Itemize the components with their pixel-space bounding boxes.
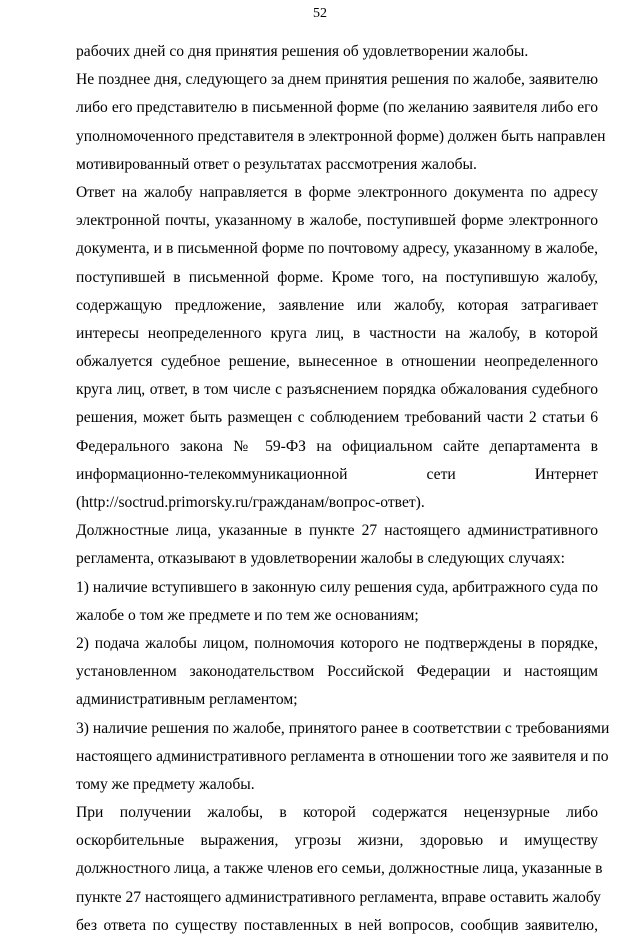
text-line: При получении жалобы, в которой содержатся нецензурные либо [76,804,598,822]
text-line: оскорбительные выражения, угрозы жизни, здоровью и имуществу [76,832,598,850]
text-line: решения, может быть размещен с соблюдением требований части 2 статьи 6 [76,409,598,427]
text-line: регламента, отказывают в удовлетворении жалобы в следующих случаях: [76,550,566,568]
text-line: Должностные лица, указанные в пункте 27 настоящего административного [76,522,598,540]
text-line: Ответ на жалобу направляется в форме электронного документа по адресу [76,183,598,201]
text-line: электронной почты, указанному в жалобе, поступившей форме электронного [76,212,598,230]
document-body [76,38,610,940]
text-line: поступившей в письменной форме. Кроме того, на поступившую жалобу, [76,268,598,286]
text-line: документа, и в письменной форме по почтовому адресу, указанному в жалобе, [76,240,598,258]
text-line: тому же предмету жалобы. [76,775,255,793]
text-line: мотивированный ответ о результатах рассмотрения жалобы. [76,155,477,173]
text-line: (http://soctrud.primorsky.ru/гражданам/вопрос-ответ). [76,494,425,511]
text-line: интересы неопределенного круга лиц, в частности на жалобу, в которой [76,324,598,342]
text-line: либо его представителю в письменной форме (по желанию заявителя либо его [76,99,598,117]
text-line: Федерального закона № 59-ФЗ на официальном сайте департамента в [76,437,598,455]
text-line: пункте 27 настоящего административного регламента, вправе оставить жалобу [76,888,601,906]
text-line: Не позднее дня, следующего за днем принятия решения по жалобе, заявителю [76,71,598,89]
text-line: рабочих дней со дня принятия решения об удовлетворении жалобы. [76,43,529,60]
text-line: установленном законодательством Российской Федерации и настоящим [76,663,598,681]
text-line: информационно-телекоммуникационной сети Интернет [76,465,598,483]
text-line: должностного лица, а также членов его семьи, должностные лица, указанные в [76,860,603,878]
text-line: 3) наличие решения по жалобе, принятого ранее в соответствии с требованиями [76,719,610,737]
text-line: 1) наличие вступившего в законную силу решения суда, арбитражного суда по [76,578,598,596]
text-line: без ответа по существу поставленных в ней вопросов, сообщив заявителю, [76,916,598,934]
text-line: административным регламентом; [76,691,298,709]
text-line: обжалуется судебное решение, вынесенное в отношении неопределенного [76,353,598,371]
text-line: жалобе о том же предмете и по тем же основаниям; [76,606,419,624]
text-line: содержащую предложение, заявление или жалобу, которая затрагивает [76,296,598,314]
text-line: уполномоченного представителя в электронной форме) должен быть направлен [76,127,606,145]
text-line: 2) подача жалобы лицом, полномочия которого не подтверждены в порядке, [76,634,598,652]
text-line: круга лиц, ответ, в том числе с разъяснением порядка обжалования судебного [76,381,598,399]
text-line: настоящего административного регламента в отношении того же заявителя и по [76,747,609,765]
page-number: 52 [313,6,327,21]
